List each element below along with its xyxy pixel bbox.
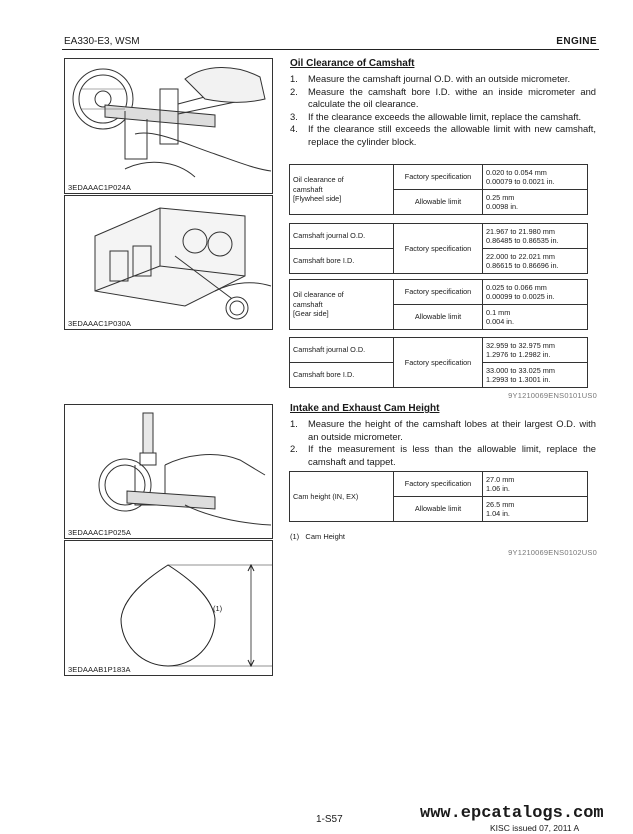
spec-value: 27.0 mm 1.06 in. [483, 472, 588, 497]
watermark: www.epcatalogs.com [420, 804, 604, 823]
spec-table-gear-dimensions [289, 337, 588, 388]
header-section: ENGINE [556, 36, 597, 47]
spec-item: Camshaft bore I.D. [290, 363, 394, 388]
spec-kind: Allowable limit [394, 305, 483, 330]
issue-note: KISC issued 07, 2011 A [490, 823, 580, 833]
figure-caption: 3EDAAAC1P025A [68, 528, 132, 537]
spec-value: 0.1 mm 0.004 in. [483, 305, 588, 330]
figure-camshaft-bore-gauge [64, 195, 273, 330]
spec-item: Oil clearance of camshaft [Flywheel side] [290, 165, 394, 215]
spec-item: Cam height (IN, EX) [290, 472, 394, 522]
step-item: 1. Measure the height of the camshaft lobes at their largest O.D. with an outside micrometer. [290, 418, 596, 442]
cam-micrometer-illustration [65, 405, 272, 538]
spec-kind: Factory specification [394, 472, 483, 497]
spec-value: 32.959 to 32.975 mm 1.2976 to 1.2982 in. [483, 338, 588, 363]
spec-value: 21.967 to 21.980 mm 0.86485 to 0.86535 in. [483, 224, 588, 249]
figure-caption: 3EDAAAB1P183A [68, 665, 131, 674]
figure-cam-profile [64, 540, 273, 676]
spec-kind: Factory specification [394, 338, 483, 388]
step-item: 3. If the clearance exceeds the allowable limit, replace the camshaft. [290, 110, 582, 122]
figure-camshaft-journal-micrometer [64, 58, 273, 194]
spec-item: Oil clearance of camshaft [Gear side] [290, 280, 394, 330]
spec-table-cam-height [289, 471, 588, 522]
oil-clearance-steps [290, 73, 596, 148]
spec-value: 0.25 mm 0.0098 in. [483, 190, 588, 215]
cam-profile-illustration [65, 541, 272, 675]
step-item: 4. If the clearance still exceeds the allowable limit with new camshaft, replace the cylinder block. [290, 123, 596, 147]
spec-value: 0.020 to 0.054 mm 0.00079 to 0.0021 in. [483, 165, 588, 190]
figure-caption: 3EDAAAC1P030A [68, 319, 132, 328]
header-title: EA330-E3, WSM [64, 36, 140, 47]
spec-value: 22.000 to 22.021 mm 0.86615 to 0.86696 in. [483, 249, 588, 274]
cam-height-label: (1) [213, 604, 223, 613]
figure-cam-height-micrometer [64, 404, 273, 539]
spec-item: Camshaft journal O.D. [290, 338, 394, 363]
spec-table-flywheel-dimensions [289, 223, 588, 274]
step-item: 1. Measure the camshaft journal O.D. with an outside micrometer. [290, 73, 571, 84]
figure-note: (1) Cam Height [290, 532, 346, 541]
header-rule [62, 49, 599, 50]
spec-value: 33.000 to 33.025 mm 1.2993 to 1.3001 in. [483, 363, 588, 388]
figure-caption: 3EDAAAC1P024A [68, 183, 132, 192]
spec-table-gear-side [289, 279, 588, 330]
cam-height-steps [290, 418, 596, 468]
spec-kind: Factory specification [394, 280, 483, 305]
spec-kind: Factory specification [394, 224, 483, 274]
spec-table-flywheel-side [289, 164, 588, 215]
section-title-cam-height: Intake and Exhaust Cam Height [290, 403, 440, 414]
reference-code: 9Y1210069ENS0101US0 [508, 391, 597, 400]
micrometer-illustration [65, 59, 272, 193]
spec-kind: Allowable limit [394, 497, 483, 522]
section-title-oil-clearance: Oil Clearance of Camshaft [290, 58, 415, 69]
spec-kind: Allowable limit [394, 190, 483, 215]
spec-value: 26.5 mm 1.04 in. [483, 497, 588, 522]
spec-item: Camshaft bore I.D. [290, 249, 394, 274]
step-item: 2. Measure the camshaft bore I.D. withe an inside micrometer and calculate the oil clearance. [290, 85, 596, 109]
page-number: 1-S57 [316, 814, 343, 825]
reference-code: 9Y1210069ENS0102US0 [508, 548, 597, 557]
bore-gauge-illustration [65, 196, 272, 329]
spec-item: Camshaft journal O.D. [290, 224, 394, 249]
step-item: 2. If the measurement is less than the allowable limit, replace the camshaft and tappet. [290, 443, 596, 467]
spec-kind: Factory specification [394, 165, 483, 190]
spec-value: 0.025 to 0.066 mm 0.00099 to 0.0025 in. [483, 280, 588, 305]
